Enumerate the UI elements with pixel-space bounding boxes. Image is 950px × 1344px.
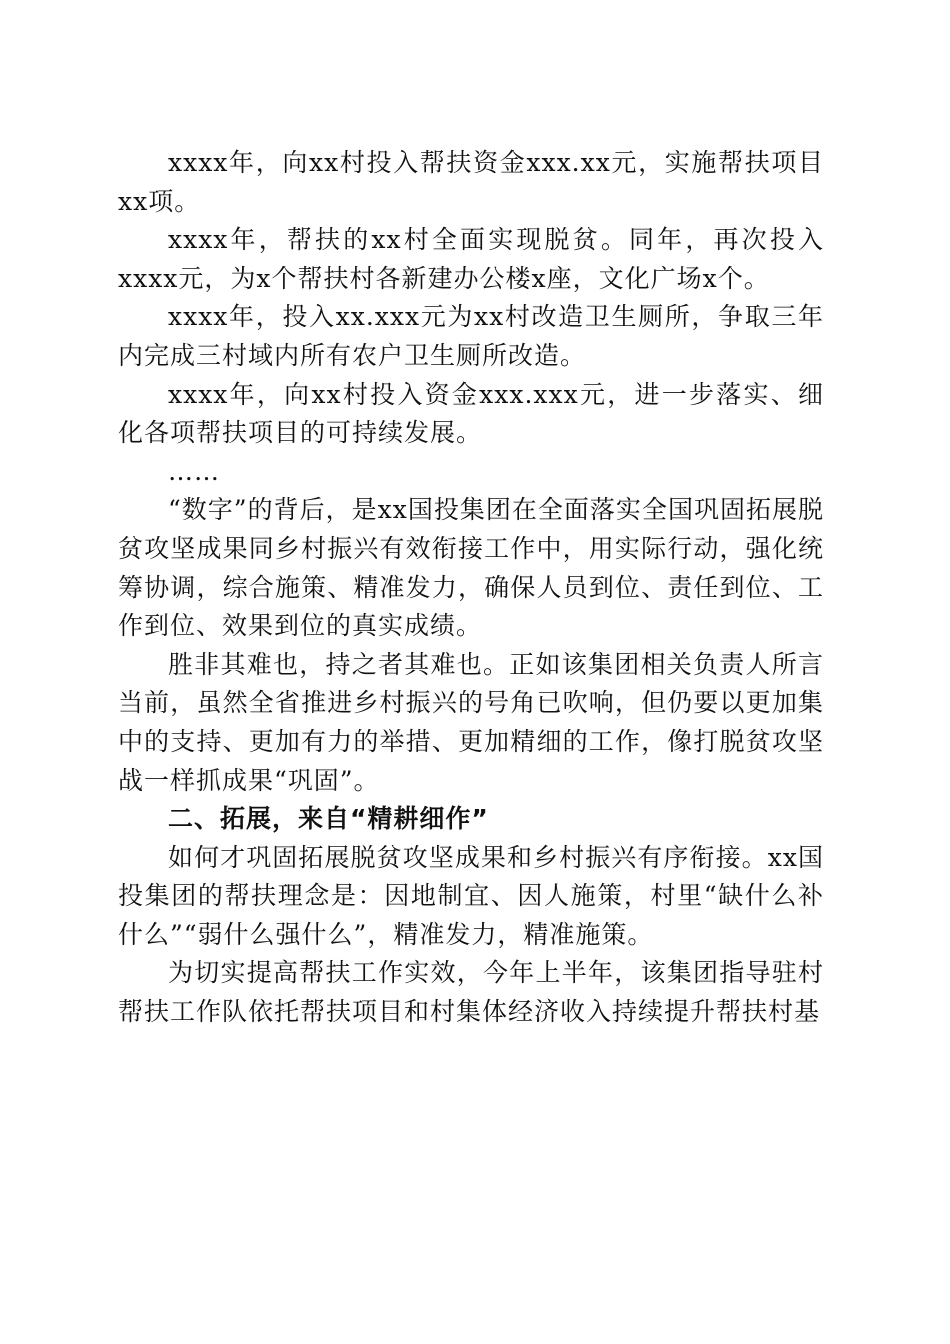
ellipsis-line: …… — [168, 456, 220, 486]
paragraph-assistance-philosophy: 如何才巩固拓展脱贫攻坚成果和乡村振兴有序衔接。xx国投集团的帮扶理念是：因地制宜、因人施策，村里“缺什么补什么”“弱什么强什么”，精准发力，精准施策。 — [118, 842, 824, 949]
paragraph-toilet-renovation: xxxx年，投入xx.xxx元为xx村改造卫生厕所，争取三年内完成三村域内所有农户卫生厕所改造。 — [118, 302, 824, 370]
section-heading: 二、拓展，来自“精耕细作” — [168, 804, 489, 834]
paragraph-2018-investment: xxxx年，向xx村投入帮扶资金xxx.xx元，实施帮扶项目xx项。 — [118, 148, 824, 216]
paragraph-work-effectiveness: 为切实提高帮扶工作实效，今年上半年，该集团指导驻村帮扶工作队依托帮扶项目和村集体经济收入持续提升帮扶村基 — [118, 958, 824, 1027]
paragraph-behind-numbers: “数字”的背后，是xx国投集团在全面落实全国巩固拓展脱贫攻坚成果同乡村振兴有效衔接工作中，用实际行动，强化统筹协调，综合施策、精准发力，确保人员到位、责任到位、工作到位、效果到位的真实成绩。 — [118, 495, 824, 641]
paragraph-consolidation: 胜非其难也，持之者其难也。正如该集团相关负责人所言当前，虽然全省推进乡村振兴的号角已吹响，但仍要以更加集中的支持、更加有力的举措、更加精细的工作，像打脱贫攻坚战一样抓成果“巩固”。 — [118, 649, 824, 795]
paragraph-sustainable-development: xxxx年，向xx村投入资金xxx.xxx元，进一步落实、细化各项帮扶项目的可持续发展。 — [118, 379, 824, 448]
paragraph-poverty-eliminated: xxxx年，帮扶的xx村全面实现脱贫。同年，再次投入xxxx元，为x个帮扶村各新建办公楼x座，文化广场x个。 — [118, 225, 824, 293]
document-body — [118, 144, 824, 1032]
